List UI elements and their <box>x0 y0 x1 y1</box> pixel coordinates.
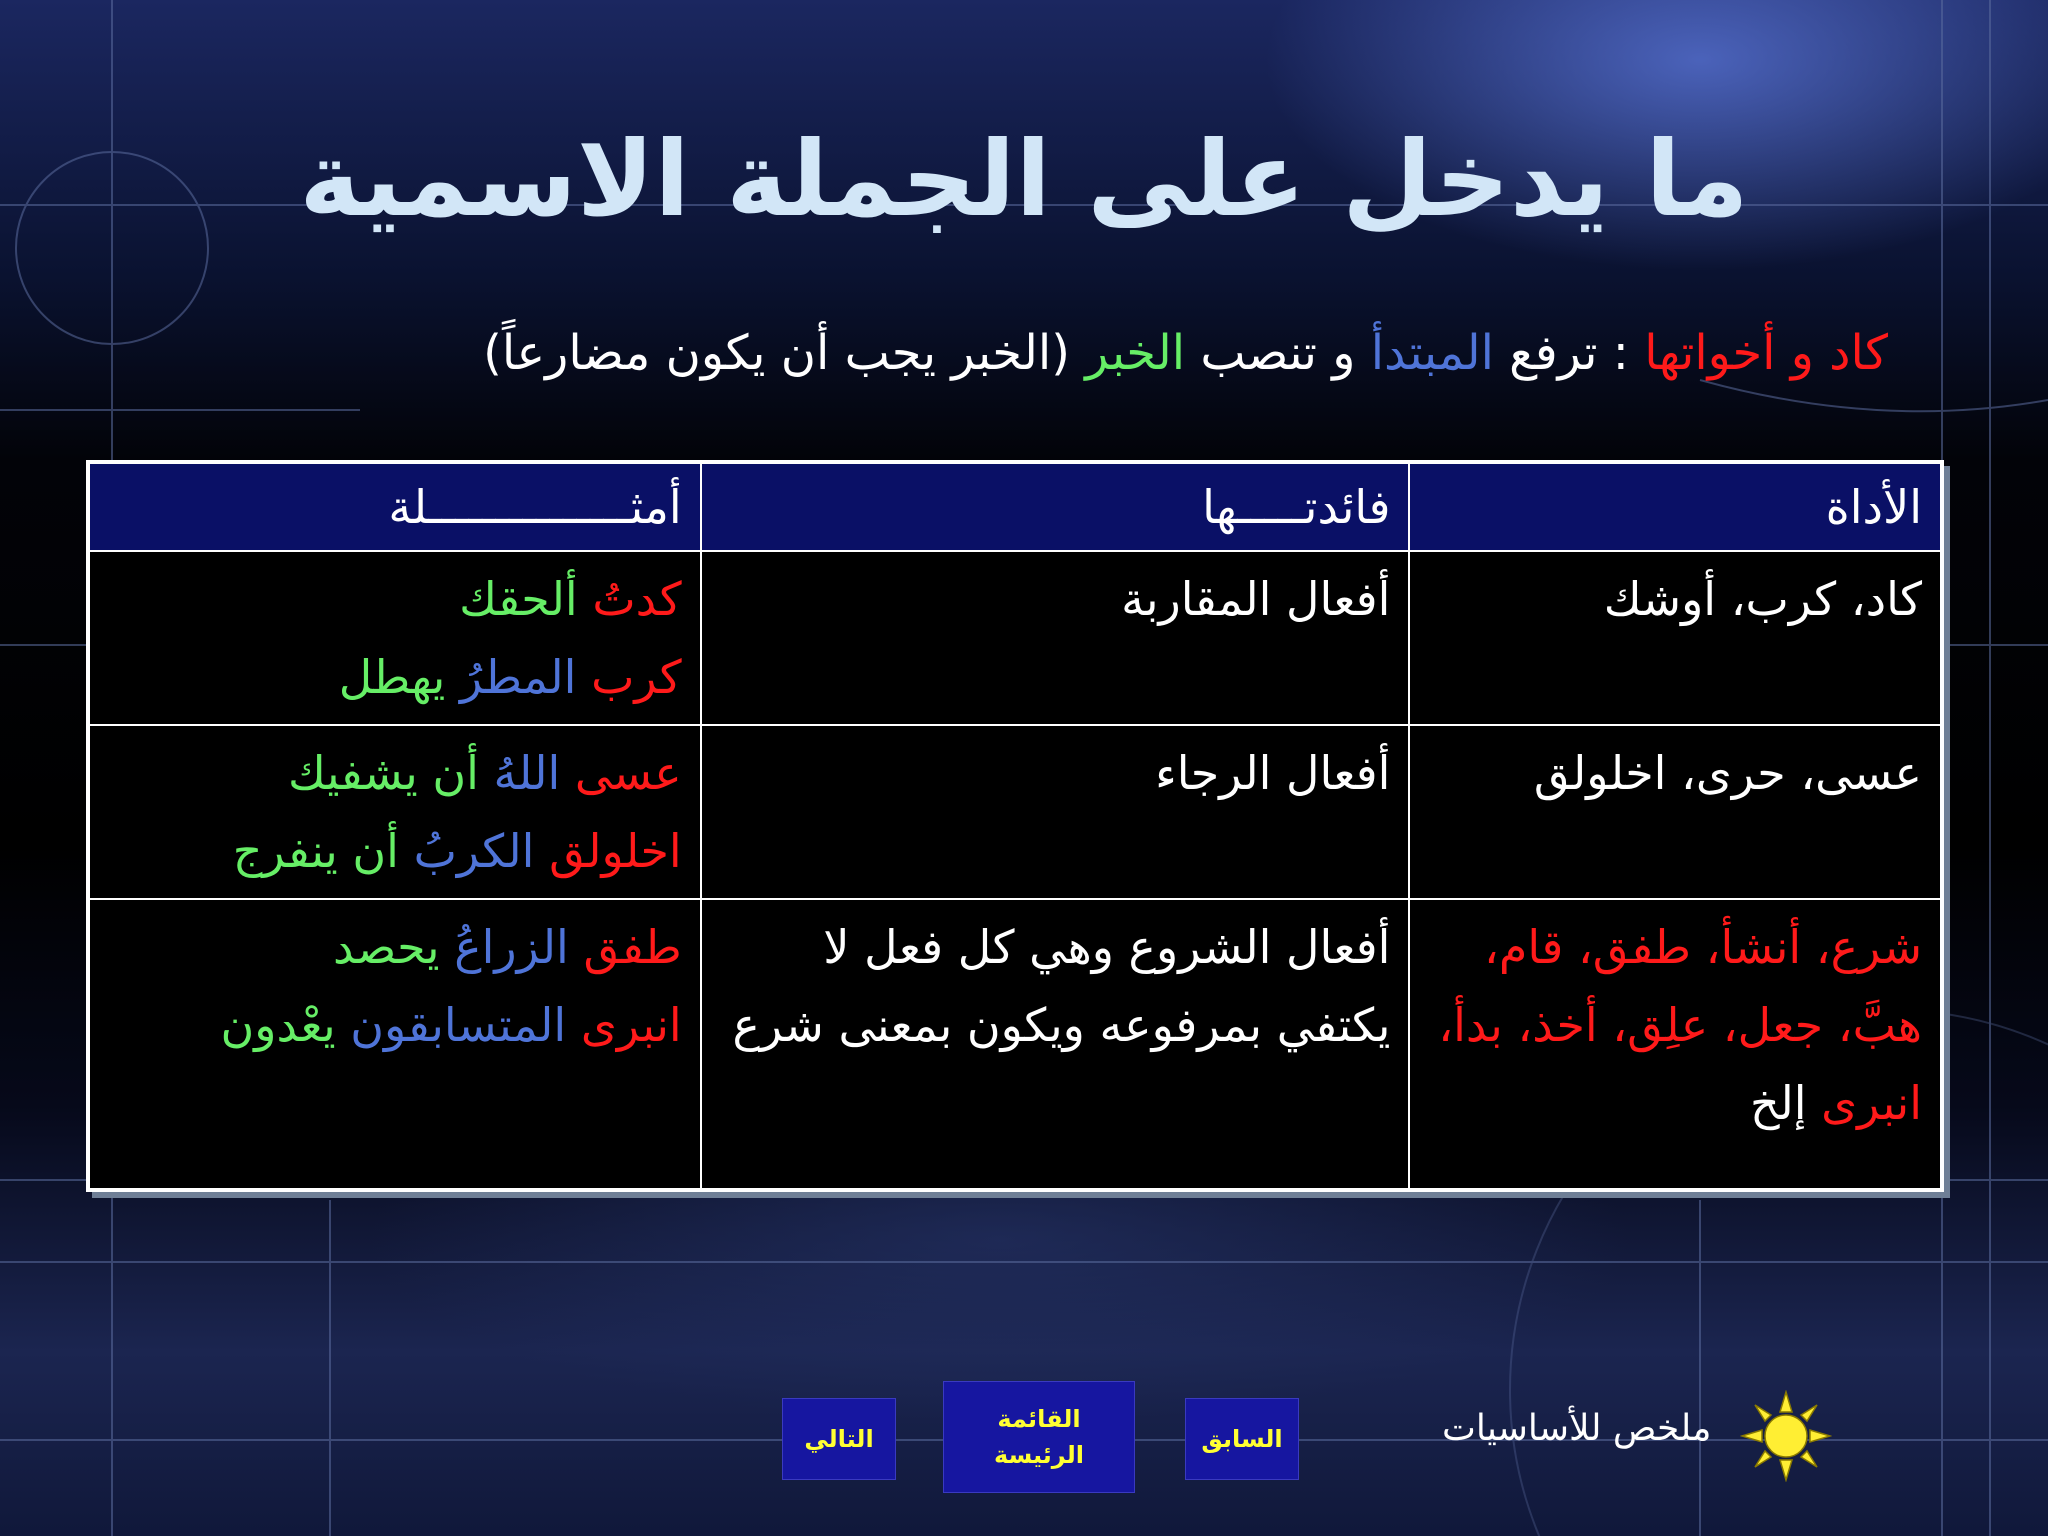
examples-cell <box>88 725 701 899</box>
purpose-cell: أفعال الشروع وهي كل فعل لا يكتفي بمرفوعه ويكون بمعنى شرع <box>701 899 1410 1190</box>
intro-colon: : <box>1597 325 1645 381</box>
intro-and-nasb: و تنصب <box>1185 325 1371 381</box>
example-verb: اخلولق <box>549 824 682 878</box>
example-line <box>108 638 682 716</box>
intro-subject: كاد و أخواتها <box>1644 325 1888 381</box>
table-row <box>88 725 1942 899</box>
header-tool: الأداة <box>1409 462 1942 551</box>
sun-icon[interactable] <box>1740 1390 1832 1482</box>
intro-raise: ترفع <box>1493 325 1598 381</box>
intro-khabar: الخبر <box>1085 325 1186 381</box>
tool-suffix: إلخ <box>1750 1076 1822 1130</box>
slide-title: ما يدخل على الجملة الاسمية <box>299 118 1749 240</box>
example-verb: عسى <box>574 746 682 800</box>
example-verb: كدتُ <box>592 572 682 626</box>
example-line <box>108 734 682 812</box>
example-predicate: أن ينفرج <box>232 824 414 878</box>
table-header-row <box>88 462 1942 551</box>
purpose-cell: أفعال المقاربة <box>701 551 1410 725</box>
purpose-cell: أفعال الرجاء <box>701 725 1410 899</box>
example-predicate: يحصد <box>333 920 455 974</box>
tool-cell: كاد، كرب، أوشك <box>1409 551 1942 725</box>
intro-line <box>483 325 1888 381</box>
example-predicate: يعْدون <box>220 998 351 1052</box>
intro-mubtada: المبتدأ <box>1370 325 1494 381</box>
example-line <box>108 986 682 1064</box>
intro-note: (الخبر يجب أن يكون مضارعاً) <box>483 325 1086 381</box>
example-verb: كرب <box>591 650 682 704</box>
example-predicate: أن يشفيك <box>287 746 494 800</box>
kada-table <box>86 460 1944 1192</box>
example-predicate: يهطل <box>338 650 460 704</box>
examples-cell <box>88 551 701 725</box>
example-verb: طفق <box>583 920 682 974</box>
table-row <box>88 899 1942 1190</box>
example-line <box>108 812 682 890</box>
example-subject: الكربُ <box>413 824 550 878</box>
summary-link[interactable]: ملخص للأساسيات <box>1442 1408 1712 1449</box>
example-line <box>108 560 682 638</box>
tool-cell: عسى، حرى، اخلولق <box>1409 725 1942 899</box>
example-subject: المتسابقون <box>350 998 581 1052</box>
header-examples: أمثـــــــــــــــلة <box>88 462 701 551</box>
table-row <box>88 551 1942 725</box>
example-predicate: ألحقك <box>459 572 593 626</box>
example-subject: اللهُ <box>493 746 575 800</box>
example-subject: المطرُ <box>459 650 592 704</box>
main-menu-button[interactable]: القائمة الرئيسة <box>943 1381 1135 1493</box>
example-verb: انبرى <box>580 998 682 1052</box>
tool-list: شرع، أنشأ، طفق، قام، هبَّ، جعل، علِق، أخذ، بدأ، انبرى <box>1438 920 1922 1130</box>
tool-cell <box>1409 899 1942 1190</box>
next-button[interactable]: التالي <box>782 1398 896 1480</box>
examples-cell <box>88 899 701 1190</box>
previous-button[interactable]: السابق <box>1185 1398 1299 1480</box>
example-line <box>108 908 682 986</box>
header-purpose: فائدتـــــها <box>701 462 1410 551</box>
example-subject: الزراعُ <box>454 920 584 974</box>
